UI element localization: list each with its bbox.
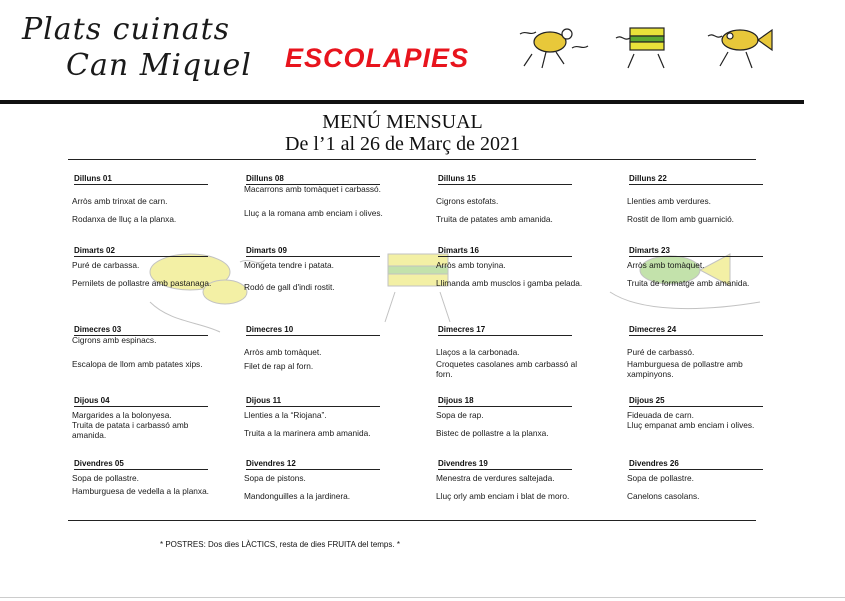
first-course: Llenties amb verdures.: [627, 196, 711, 206]
second-course: Truita de formatge amb amanida.: [627, 278, 750, 288]
day-header: Dilluns 08: [246, 174, 380, 185]
day-header: Dimecres 03: [74, 325, 208, 336]
first-course: Puré de carbassó.: [627, 347, 695, 357]
day-header: Divendres 05: [74, 459, 208, 470]
day-header: Divendres 12: [246, 459, 380, 470]
day-header: Dimecres 17: [438, 325, 572, 336]
grid-bottom-line: [68, 520, 756, 521]
second-course: Truita a la marinera amb amanida.: [244, 428, 371, 438]
menu-dates: De l’1 al 26 de Març de 2021: [285, 133, 520, 155]
first-course: Puré de carbassa.: [72, 260, 140, 270]
mascots-illustration: [512, 14, 782, 76]
first-course: Sopa de pollastre.: [627, 473, 694, 483]
second-course: Lluç orly amb enciam i blat de moro.: [436, 491, 570, 501]
day-header: Dilluns 01: [74, 174, 208, 185]
first-course: Llaços a la carbonada.: [436, 347, 520, 357]
first-course: Cigrons amb espinacs.: [72, 335, 157, 345]
first-course: Sopa de pollastre.: [72, 473, 139, 483]
day-header: Dimarts 02: [74, 246, 208, 257]
day-header: Divendres 19: [438, 459, 572, 470]
running-sandwich-icon: [616, 28, 664, 68]
first-course: Arròs amb tomàquet.: [244, 347, 322, 357]
second-course: Truita de patates amb amanida.: [436, 214, 553, 224]
day-header: Dijous 04: [74, 396, 208, 407]
first-course: Menestra de verdures saltejada.: [436, 473, 555, 483]
first-course: Macarrons amb tomàquet i carbassó.: [244, 184, 381, 194]
second-course: Hamburguesa de pollastre amb xampinyons.: [627, 359, 743, 379]
day-header: Dimecres 10: [246, 325, 380, 336]
first-course: Cigrons estofats.: [436, 196, 499, 206]
second-course: Mandonguilles a la jardinera.: [244, 491, 351, 501]
day-header: Dimecres 24: [629, 325, 763, 336]
second-course: Rodanxa de lluç a la planxa.: [72, 214, 177, 224]
day-header: Dijous 11: [246, 396, 380, 407]
second-course: Escalopa de llom amb patates xips.: [72, 359, 203, 369]
brand-logo: [22, 8, 252, 88]
second-course: Pernilets de pollastre amb pastanaga.: [72, 278, 212, 288]
first-course: Margarides a la bolonyesa.: [72, 410, 172, 420]
grid-top-line: [68, 159, 756, 160]
brand-line-2: Can Miquel: [66, 48, 252, 83]
second-course: Canelons casolans.: [627, 491, 700, 501]
second-course: Llimanda amb musclos i gamba pelada.: [436, 278, 583, 288]
day-header: Dijous 25: [629, 396, 763, 407]
desserts-note: * POSTRES: Dos dies LÀCTICS, resta de dies FRUITA del temps. *: [160, 540, 400, 549]
second-course: Truita de patata i carbassó amb amanida.: [72, 420, 189, 440]
day-header: Dijous 18: [438, 396, 572, 407]
day-header: Divendres 26: [629, 459, 763, 470]
second-course: Rodó de gall d'indi rostit.: [244, 282, 335, 292]
second-course: Croquetes casolanes amb carbassó al forn.: [436, 359, 578, 379]
first-course: Arròs amb trinxat de carn.: [72, 196, 168, 206]
first-course: Mongeta tendre i patata.: [244, 260, 334, 270]
second-course: Hamburguesa de vedella a la planxa.: [72, 486, 209, 496]
brand-line-1: Plats cuinats: [22, 12, 231, 47]
first-course: Arròs amb tonyina.: [436, 260, 506, 270]
day-header: Dilluns 15: [438, 174, 572, 185]
second-course: Lluç empanat amb enciam i olives.: [627, 420, 755, 430]
school-name: ESCOLAPIES: [285, 43, 470, 73]
menu-title: MENÚ MENSUAL: [322, 111, 483, 133]
first-course: Sopa de pistons.: [244, 473, 306, 483]
first-course: Sopa de rap.: [436, 410, 484, 420]
second-course: Filet de rap al forn.: [244, 361, 314, 371]
day-header: Dilluns 22: [629, 174, 763, 185]
header-divider: [0, 100, 804, 104]
first-course: Fideuada de carn.: [627, 410, 694, 420]
page-bottom-line: [0, 597, 845, 598]
day-header: Dimarts 23: [629, 246, 763, 257]
day-header: Dimarts 09: [246, 246, 380, 257]
second-course: Bistec de pollastre a la planxa.: [436, 428, 549, 438]
first-course: Llenties a la “Riojana”.: [244, 410, 327, 420]
day-header: Dimarts 16: [438, 246, 572, 257]
second-course: Rostit de llom amb guarnició.: [627, 214, 734, 224]
first-course: Arròs amb tomàquet.: [627, 260, 705, 270]
second-course: Lluç a la romana amb enciam i olives.: [244, 208, 383, 218]
running-fish-icon: [708, 30, 772, 68]
running-chicken-icon: [520, 29, 588, 68]
